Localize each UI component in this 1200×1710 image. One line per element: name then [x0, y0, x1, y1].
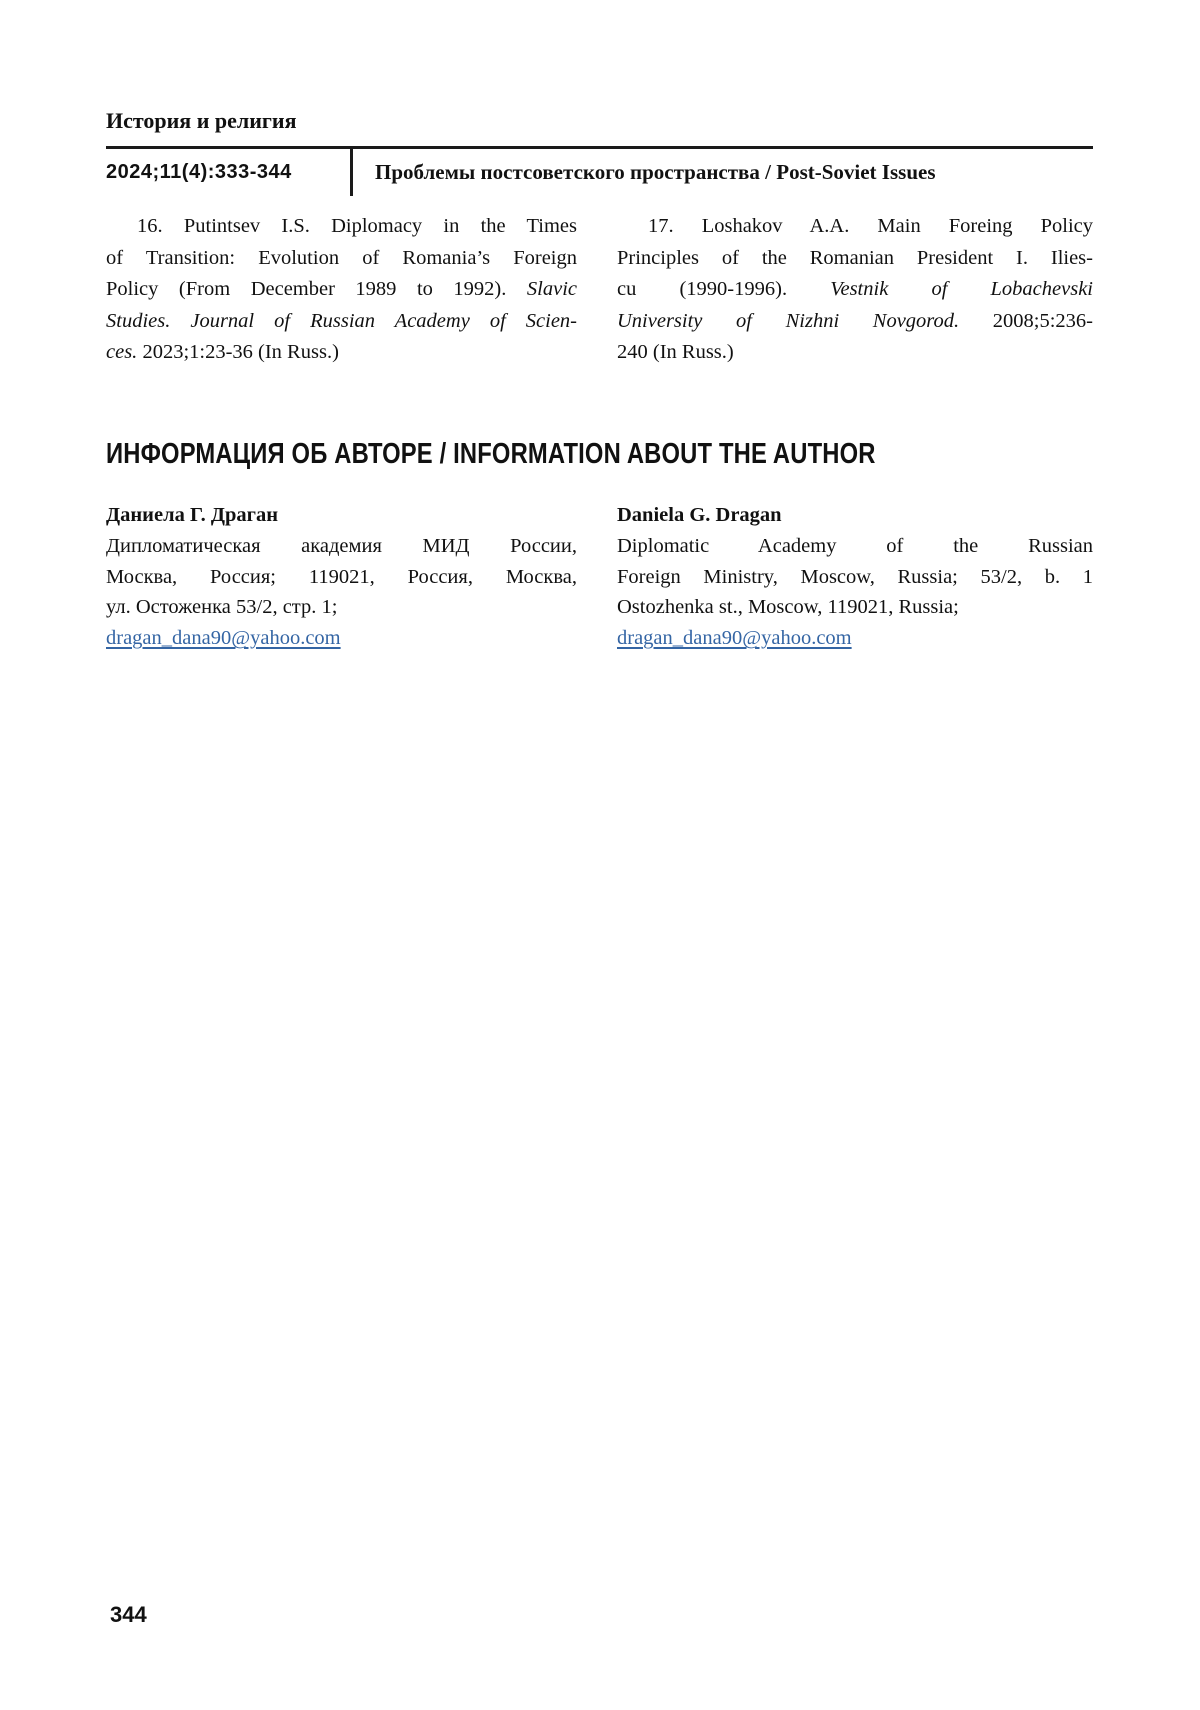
section-label: История и религия [106, 108, 297, 133]
author-info [106, 500, 1093, 654]
text-segment: Москва, Россия; 119021, Россия, Москва, [106, 565, 577, 588]
italic-text-segment: University of Nizhni Novgorod. [617, 309, 960, 332]
text-line [617, 337, 1093, 369]
text-segment: of Transition: Evolution of Romania’s Foreign [106, 246, 577, 269]
text-segment: Ostozhenka st., Moscow, 119021, Russia; [617, 596, 959, 619]
italic-text-segment: ces. [106, 341, 138, 363]
text-segment: 16. Putintsev I.S. Diplomacy in the Times [137, 215, 577, 237]
text-segment: Policy (From December 1989 to 1992). [106, 278, 527, 300]
author-address-en [617, 531, 1093, 623]
text-line [617, 531, 1093, 562]
italic-text-segment: Slavic [526, 278, 577, 300]
author-block-ru [106, 500, 577, 654]
text-segment: 240 (In Russ.) [617, 341, 734, 363]
text-line [617, 211, 1093, 243]
text-line [106, 337, 577, 369]
author-email-link-en[interactable]: dragan_dana90@yahoo.com [617, 627, 852, 650]
header-row [106, 149, 1093, 196]
text-line [106, 243, 577, 275]
text-line [106, 274, 577, 306]
text-segment: Principles of the Romanian President I. Ilies- [617, 246, 1093, 269]
text-line [106, 562, 577, 593]
text-line [617, 243, 1093, 275]
reference-item-16 [106, 211, 577, 369]
text-segment: ул. Остоженка 53/2, стр. 1; [106, 596, 338, 619]
author-block-en [617, 500, 1093, 654]
reference-item-17 [617, 211, 1093, 369]
journal-title: Проблемы постсоветского пространства / Post-Soviet Issues [375, 160, 936, 184]
text-segment: Дипломатическая академия МИД России, [106, 534, 577, 557]
text-segment: 17. Loshakov A.A. Main Foreing Policy [648, 215, 1093, 237]
italic-text-segment: Vestnik of Lobachevski [830, 278, 1093, 300]
text-segment: 2008;5:236- [959, 309, 1094, 332]
issue-info: 2024;11(4):333-344 [106, 161, 292, 183]
text-segment: cu (1990-1996). [617, 278, 831, 300]
text-segment: Diplomatic Academy of the Russian [617, 534, 1093, 557]
author-name-ru: Даниела Г. Драган [106, 504, 279, 526]
italic-text-segment: Studies. Journal of Russian Academy of Scien- [106, 309, 577, 332]
text-line [617, 274, 1093, 306]
author-email-line-en [617, 623, 1093, 654]
text-line [106, 531, 577, 562]
text-line [617, 306, 1093, 338]
text-line [617, 592, 1093, 623]
author-name-en: Daniela G. Dragan [617, 504, 782, 526]
text-segment: Foreign Ministry, Moscow, Russia; 53/2, b. 1 [617, 565, 1093, 588]
author-email-line-ru [106, 623, 577, 654]
text-line [106, 306, 577, 338]
reference-list [106, 211, 1093, 369]
text-segment: 2023;1:23-36 (In Russ.) [137, 341, 339, 363]
text-line [106, 592, 577, 623]
author-email-link-ru[interactable]: dragan_dana90@yahoo.com [106, 627, 341, 650]
text-line [106, 211, 577, 243]
text-line [617, 562, 1093, 593]
author-section-heading: ИНФОРМАЦИЯ ОБ АВТОРЕ / INFORMATION ABOUT THE AUTHOR [106, 438, 876, 470]
page-number: 344 [110, 1602, 147, 1627]
author-address-ru [106, 531, 577, 623]
